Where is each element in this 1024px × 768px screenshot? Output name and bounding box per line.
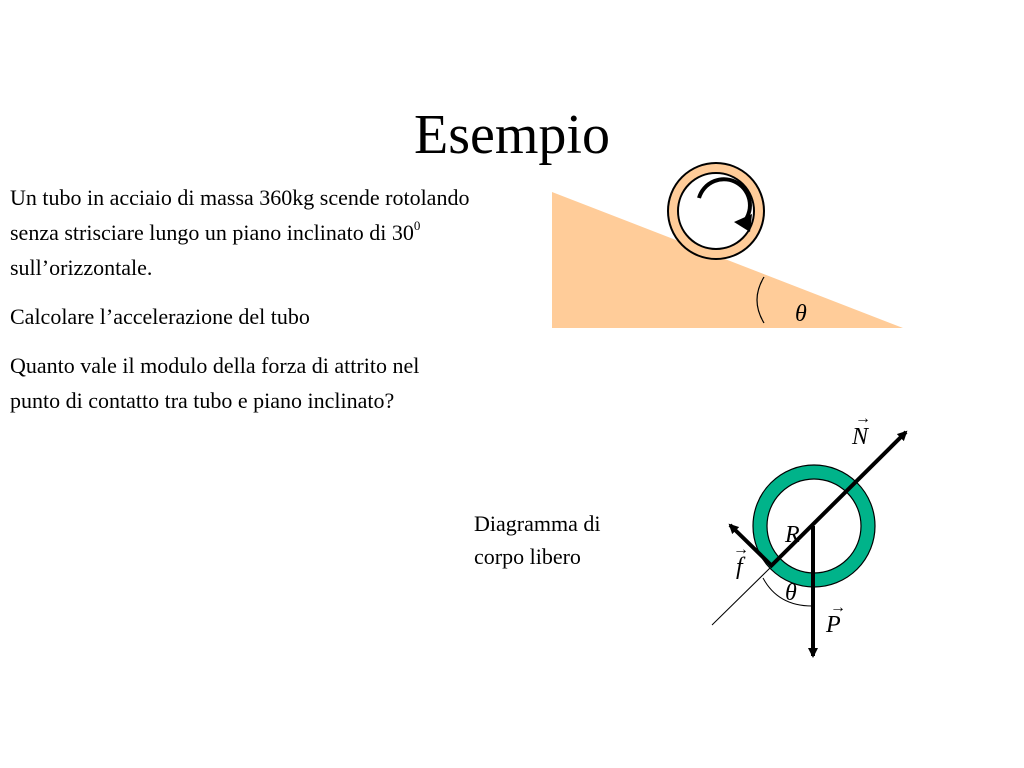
question-friction: Quanto vale il modulo della forza di attrito nel punto di contatto tra tubo e piano inclinato? [10, 353, 420, 413]
slide-title: Esempio [414, 104, 610, 166]
free-body-caption: Diagramma di corpo libero [474, 511, 601, 569]
weight-force-label: P [826, 612, 841, 638]
weight-force-vector-arrow: → [830, 599, 846, 616]
friction-force-vector-arrow: → [733, 541, 749, 558]
problem-statement-end: sull’orizzontale. [10, 255, 153, 280]
question-acceleration: Calcolare l’accelerazione del tubo [10, 304, 310, 329]
free-body-diagram [712, 410, 906, 656]
normal-force-vector-arrow: → [855, 410, 871, 427]
incline-angle-label: θ [795, 301, 807, 327]
incline-figure [552, 163, 903, 328]
fbd-angle-label: θ [785, 580, 797, 606]
radius-label: R [785, 522, 800, 548]
friction-force-label: f [736, 554, 743, 580]
normal-force-label: N [852, 424, 869, 450]
degree-superscript: 0 [413, 218, 421, 233]
problem-statement-main: Un tubo in acciaio di massa 360kg scende rotolando senza strisciare lungo un piano inclinato di 30 [10, 185, 470, 245]
